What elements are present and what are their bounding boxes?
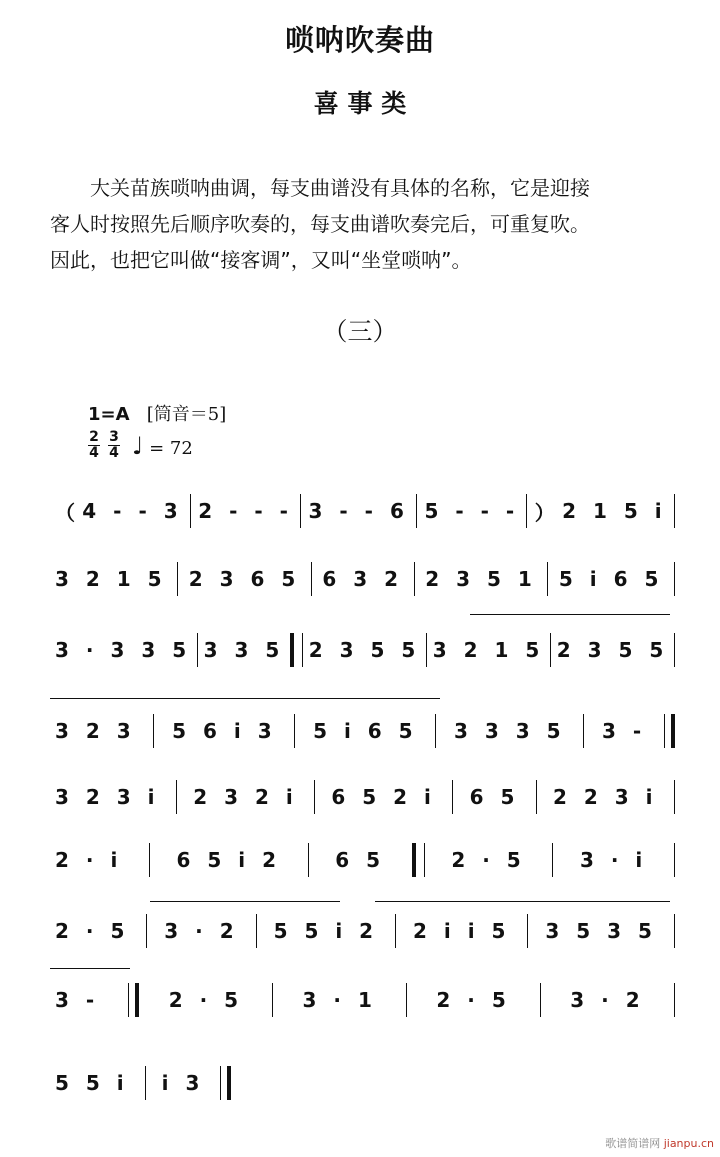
- score-line: [55, 1066, 275, 1100]
- intro-line: 大关苗族唢呐曲调，每支曲谱没有具体的名称，它是迎接: [90, 176, 590, 200]
- measure: 3 2 1 5: [55, 567, 167, 591]
- intro-line: 因此，也把它叫做“接客调”，又叫“坐堂唢呐”。: [50, 248, 472, 272]
- measure: 3 3 5: [203, 638, 285, 662]
- bracket-close: ）: [534, 500, 555, 525]
- page-title: 唢呐吹奏曲: [284, 23, 435, 57]
- measure: 2 3 5 5: [308, 638, 421, 662]
- intro-line: 客人时按照先后顺序吹奏的，每支曲谱吹奏完后，可重复吹。: [50, 212, 590, 236]
- measure: 3 · 3 3 5: [55, 638, 192, 662]
- measure: 2 · 5: [55, 919, 130, 943]
- measure: 2 · 5: [451, 848, 526, 872]
- measure: 6 5: [335, 848, 386, 872]
- measure: 5 i 6 5: [558, 567, 664, 591]
- score-line: [55, 914, 675, 948]
- time-sig-numerator: 2: [89, 429, 99, 445]
- measure: 3 · 2: [164, 919, 239, 943]
- tempo-value: = 72: [149, 437, 193, 459]
- measure: 6 5 i 2: [176, 848, 282, 872]
- measure: 2 · 5: [436, 988, 511, 1012]
- measure: 2 · i: [55, 848, 123, 872]
- time-sig-numerator: 3: [109, 429, 119, 445]
- score-line: [55, 562, 675, 596]
- measure: 5 5 i 2: [273, 919, 379, 943]
- repeat-start: [290, 633, 303, 667]
- watermark-en: jianpu.cn: [663, 1137, 714, 1150]
- measure: 3 3 3 5: [454, 719, 566, 743]
- repeat-start: [412, 843, 425, 877]
- slur-mark: [375, 901, 670, 910]
- measure: 3 · 2: [570, 988, 645, 1012]
- repeat-end: [128, 983, 139, 1017]
- measure: 3 -: [602, 719, 647, 743]
- bracket-open: （: [55, 500, 75, 525]
- meter-and-tempo: [88, 430, 193, 461]
- score-line: [55, 633, 675, 667]
- measure: 4 - - 3: [82, 499, 183, 523]
- tempo-marking: [132, 432, 193, 460]
- measure: 3 · i: [579, 848, 648, 872]
- measure: 6 5 2 i: [331, 785, 436, 809]
- measure: 2 3 6 5: [188, 567, 301, 591]
- watermark: [605, 1135, 714, 1151]
- repeat-end: [664, 714, 675, 748]
- score-line: [55, 983, 675, 1017]
- slur-mark: [150, 901, 340, 910]
- score-line: [55, 714, 675, 748]
- measure: 3 5 3 5: [545, 919, 657, 943]
- measure: 5 5 i: [55, 1071, 129, 1095]
- measure: 6 3 2: [322, 567, 404, 591]
- intro-paragraph: [50, 170, 680, 278]
- measure: 2 3 5 1: [425, 567, 537, 591]
- watermark-cn: 歌谱简谱网: [605, 1137, 661, 1150]
- time-signature: [88, 430, 100, 461]
- measure: 2 i i 5: [413, 919, 511, 943]
- slur-mark: [50, 698, 440, 707]
- measure: 3 - - 6: [308, 499, 409, 523]
- measure: 6 5: [469, 785, 520, 809]
- measure: 3 2 3 i: [55, 785, 160, 809]
- measure: 2 3 2 i: [193, 785, 298, 809]
- time-sig-denominator: 4: [109, 445, 119, 461]
- tube-pitch: [筒音＝5]: [146, 404, 227, 425]
- slur-mark: [50, 968, 130, 977]
- key-signature: [88, 400, 226, 426]
- time-sig-denominator: 4: [89, 445, 99, 461]
- measure: 5 i 6 5: [313, 719, 418, 743]
- measure: i 3: [161, 1071, 205, 1095]
- section-label: （三）: [322, 317, 398, 346]
- time-signature: [108, 430, 120, 461]
- measure: 2 3 5 5: [556, 638, 669, 662]
- score-line: [55, 780, 675, 814]
- key-do: 1: [88, 404, 101, 425]
- slur-mark: [470, 614, 670, 623]
- measure: 3 -: [55, 988, 100, 1012]
- quarter-note-icon: ♩: [132, 431, 144, 460]
- score-line: [55, 494, 675, 528]
- score-line: [55, 843, 675, 877]
- measure: 5 6 i 3: [172, 719, 277, 743]
- measure: 2 1 5 i: [562, 499, 667, 523]
- measure: 3 · 1: [302, 988, 377, 1012]
- measure: 2 2 3 i: [553, 785, 658, 809]
- measure: 3 2 3: [55, 719, 136, 743]
- page-subtitle: 喜 事 类: [313, 89, 407, 118]
- measure: 5 - - -: [424, 499, 520, 523]
- measure: 2 - - -: [198, 499, 293, 523]
- final-barline: [220, 1066, 231, 1100]
- measure: 3 2 1 5: [432, 638, 545, 662]
- key-equals: =A: [100, 404, 130, 425]
- measure: 2 · 5: [168, 988, 244, 1012]
